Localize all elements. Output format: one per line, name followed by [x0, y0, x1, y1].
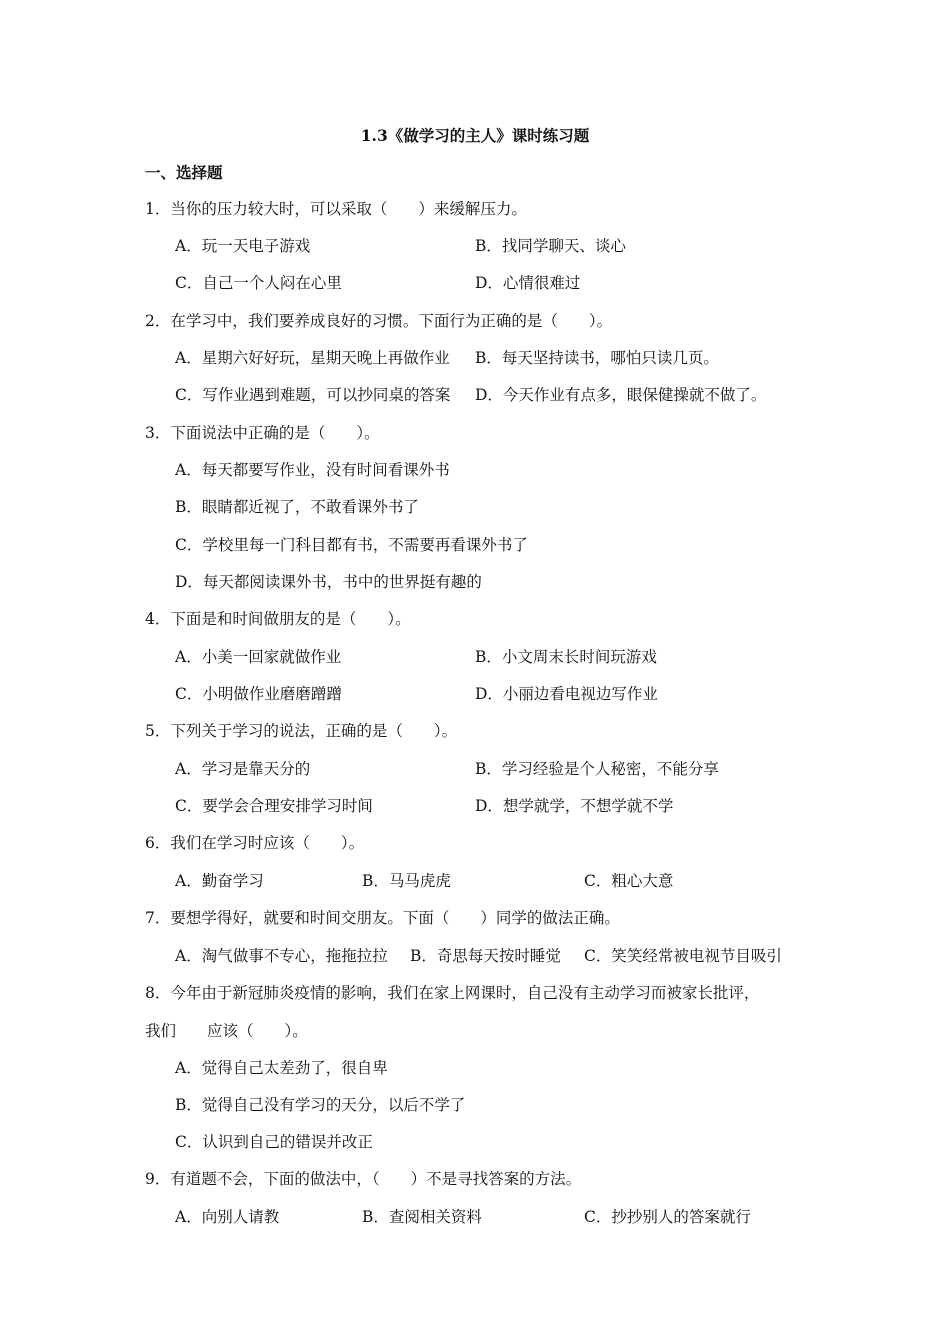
question-5-option-b: B．学习经验是个人秘密，不能分享 — [475, 760, 719, 778]
question-9-option-b: B．查阅相关资料 — [362, 1208, 482, 1226]
question-2-option-d: D．今天作业有点多，眼保健操就不做了。 — [475, 386, 767, 404]
question-9-option-a: A．向别人请教 — [175, 1208, 280, 1226]
question-8-option-b: B．觉得自己没有学习的天分，以后不学了 — [175, 1096, 466, 1114]
question-3-option-b: B．眼睛都近视了，不敢看课外书了 — [175, 498, 419, 516]
question-1-option-d: D．心情很难过 — [475, 274, 581, 292]
question-6-stem: 6．我们在学习时应该（ ）。 — [145, 834, 365, 852]
question-3-option-c: C．学校里每一门科目都有书，不需要再看课外书了 — [175, 536, 528, 554]
question-8-option-a: A．觉得自己太差劲了，很自卑 — [175, 1059, 388, 1077]
question-2-option-c: C．写作业遇到难题，可以抄同桌的答案 — [175, 386, 451, 404]
question-3-option-a: A．每天都要写作业，没有时间看课外书 — [175, 461, 450, 479]
question-4-option-c: C．小明做作业磨磨蹭蹭 — [175, 685, 342, 703]
question-6-option-b: B．马马虎虎 — [362, 872, 451, 890]
section-heading: 一、选择题 — [145, 163, 223, 182]
question-2-option-b: B．每天坚持读书，哪怕只读几页。 — [475, 349, 719, 367]
question-4-option-d: D．小丽边看电视边写作业 — [475, 685, 658, 703]
question-1-option-b: B．找同学聊天、谈心 — [475, 237, 626, 255]
question-9-stem: 9．有道题不会，下面的做法中，（ ）不是寻找答案的方法。 — [145, 1170, 582, 1188]
question-2-option-a: A．星期六好好玩，星期天晚上再做作业 — [175, 349, 450, 367]
question-5-option-c: C．要学会合理安排学习时间 — [175, 797, 373, 815]
question-6-option-a: A．勤奋学习 — [175, 872, 264, 890]
question-4-stem: 4．下面是和时间做朋友的是（ ）。 — [145, 610, 411, 628]
question-9-option-c: C．抄抄别人的答案就行 — [584, 1208, 751, 1226]
question-7-option-c: C．笑笑经常被电视节目吸引 — [584, 947, 782, 965]
question-8-stem-continued: 我们 应该（ ）。 — [145, 1022, 308, 1040]
question-2-stem: 2．在学习中，我们要养成良好的习惯。下面行为正确的是（ ）。 — [145, 312, 613, 330]
question-6-option-c: C．粗心大意 — [584, 872, 674, 890]
question-1-option-a: A．玩一天电子游戏 — [175, 237, 311, 255]
question-7-option-b: B．奇思每天按时睡觉 — [410, 947, 561, 965]
question-8-stem: 8．今年由于新冠肺炎疫情的影响，我们在家上网课时，自己没有主动学习而被家长批评， — [145, 984, 760, 1002]
question-8-option-c: C．认识到自己的错误并改正 — [175, 1133, 373, 1151]
question-1-stem: 1．当你的压力较大时，可以采取（ ）来缓解压力。 — [145, 200, 527, 218]
question-3-option-d: D．每天都阅读课外书，书中的世界挺有趣的 — [175, 573, 482, 591]
question-4-option-a: A．小美一回家就做作业 — [175, 648, 342, 666]
question-1-option-c: C．自己一个人闷在心里 — [175, 274, 342, 292]
question-5-option-a: A．学习是靠天分的 — [175, 760, 311, 778]
page-title: 1.3《做学习的主人》课时练习题 — [360, 126, 590, 145]
question-5-option-d: D．想学就学，不想学就不学 — [475, 797, 674, 815]
question-7-option-a: A．淘气做事不专心，拖拖拉拉 — [175, 947, 388, 965]
question-3-stem: 3．下面说法中正确的是（ ）。 — [145, 424, 380, 442]
question-7-stem: 7．要想学得好，就要和时间交朋友。下面（ ）同学的做法正确。 — [145, 909, 620, 927]
question-5-stem: 5．下列关于学习的说法，正确的是（ ）。 — [145, 722, 458, 740]
question-4-option-b: B．小文周末长时间玩游戏 — [475, 648, 657, 666]
